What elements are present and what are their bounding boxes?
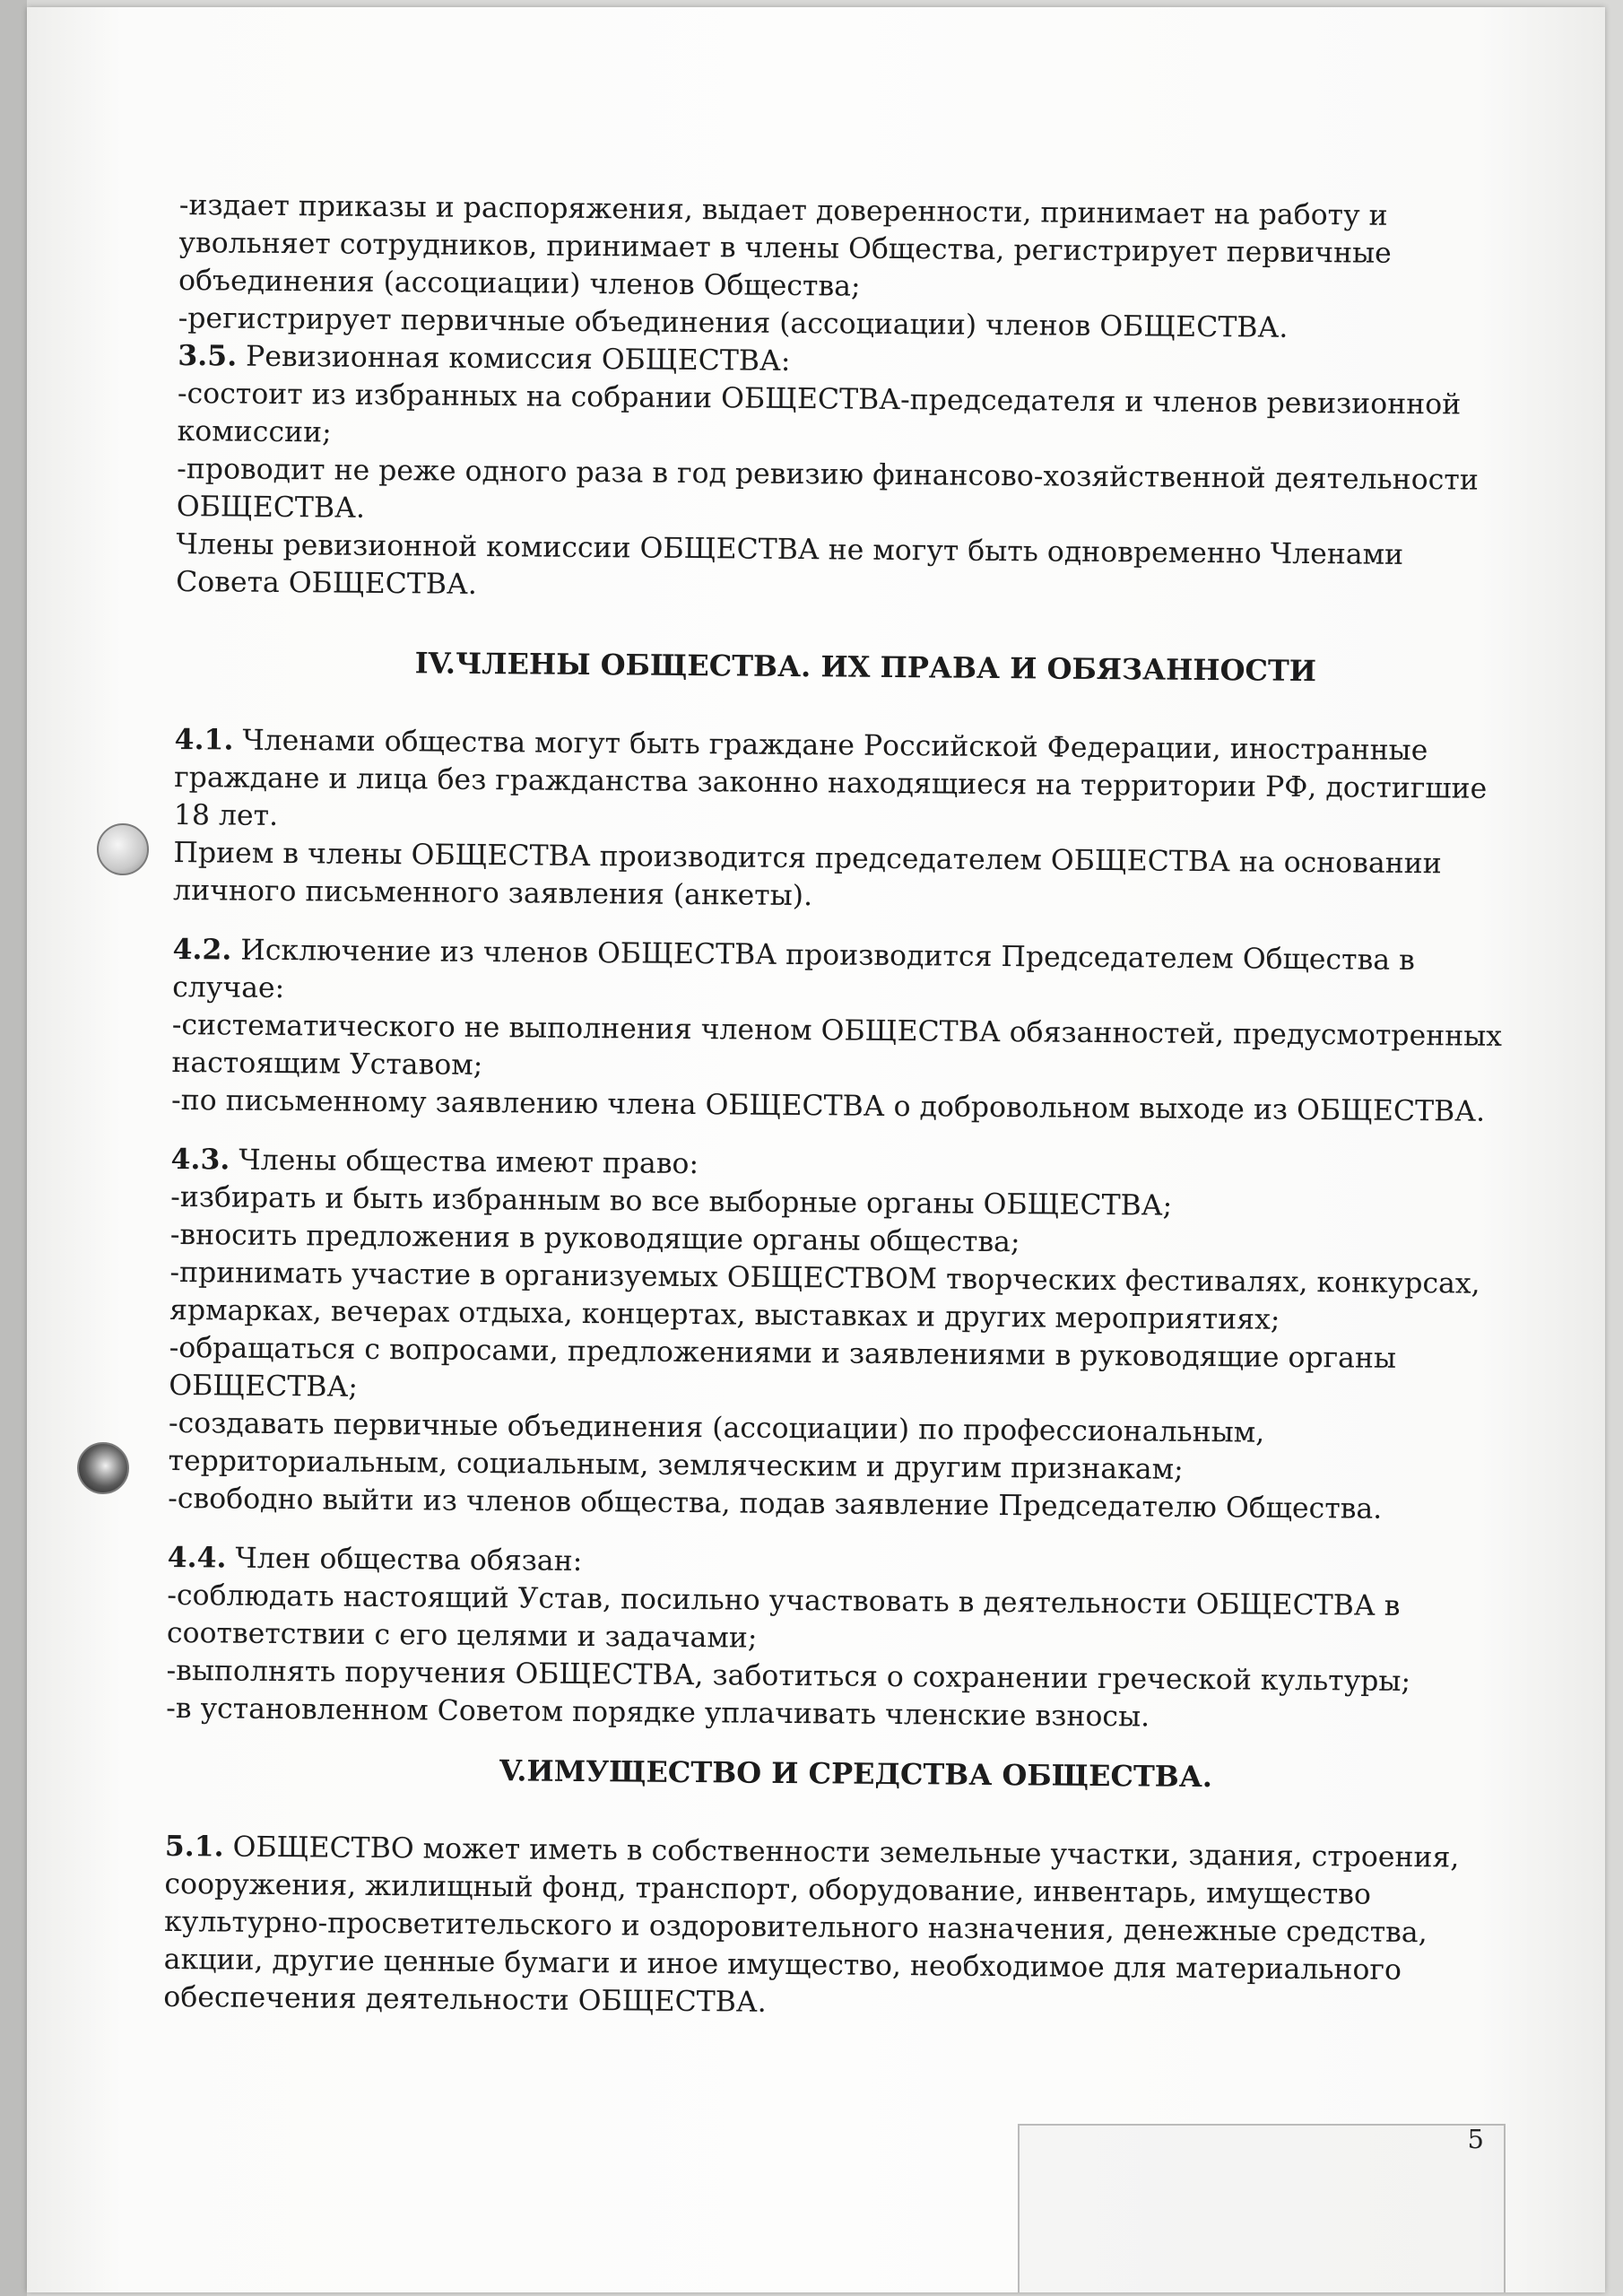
text-line: сооружения, жилищный фонд, транспорт, оборудование, инвентарь, имущество bbox=[164, 1867, 1372, 1911]
section-number: 4.1. bbox=[174, 722, 234, 757]
section-3-5 bbox=[176, 337, 1559, 613]
text-line: -систематического не выполнения членом ОБЩЕСТВА обязанностей, предусмотренных bbox=[171, 1008, 1503, 1053]
text-line: -по письменному заявлению члена ОБЩЕСТВА о добровольном выходе из ОБЩЕСТВА. bbox=[170, 1083, 1486, 1128]
section-4-4 bbox=[166, 1539, 1549, 1739]
chapter-5-heading: V.ИМУЩЕСТВО И СРЕДСТВА ОБЩЕСТВА. bbox=[499, 1753, 1213, 1795]
section-number: 3.5. bbox=[178, 338, 238, 373]
document-body bbox=[163, 187, 1560, 2028]
document-page bbox=[27, 7, 1605, 2292]
registration-stamp bbox=[1018, 2124, 1506, 2292]
page-number: 5 bbox=[1467, 2124, 1484, 2154]
text-span: Исключение из членов ОБЩЕСТВА производится Председателем Общества в bbox=[231, 934, 1415, 978]
section-number: 5.1. bbox=[164, 1829, 224, 1864]
text-line: ярмарках, вечерах отдыха, концертах, выставках и других мероприятиях; bbox=[169, 1293, 1280, 1336]
text-span: ОБЩЕСТВО может иметь в собственности земельные участки, здания, строения, bbox=[223, 1831, 1460, 1874]
text-line: акции, другие ценные бумаги и иное имущество, необходимое для материального bbox=[163, 1943, 1402, 1987]
section-title: Члены общества имеют право: bbox=[230, 1144, 699, 1181]
text-line: -создавать первичные объединения (ассоциации) по профессиональным, bbox=[168, 1406, 1265, 1449]
text-line: Прием в члены ОБЩЕСТВА производится председателем ОБЩЕСТВА на основании bbox=[173, 836, 1442, 881]
section-number: 4.4. bbox=[167, 1540, 227, 1575]
text-line: ОБЩЕСТВА. bbox=[176, 490, 366, 525]
scan-left-edge bbox=[0, 0, 27, 2296]
text-line: -вносить предложения в руководящие органы общества; bbox=[169, 1218, 1020, 1259]
text-line: случае: bbox=[172, 970, 285, 1005]
text-line: комиссии; bbox=[177, 414, 332, 449]
intro-paragraph bbox=[178, 187, 1560, 349]
section-title: Ревизионная комиссия ОБЩЕСТВА: bbox=[236, 340, 791, 378]
text-line: увольняет сотрудников, принимает в члены Общества, регистрирует первичные bbox=[178, 226, 1392, 270]
text-span: Членами общества могут быть граждане Российской Федерации, иностранные bbox=[233, 724, 1428, 768]
text-line: Члены ревизионной комиссии ОБЩЕСТВА не могут быть одновременно Членами bbox=[176, 527, 1404, 571]
text-line: -регистрирует первичные объединения (ассоциации) членов ОБЩЕСТВА. bbox=[178, 301, 1289, 344]
text-line: -в установленном Советом порядке уплачивать членские взносы. bbox=[166, 1692, 1150, 1734]
text-line: -обращаться с вопросами, предложениями и заявлениями в руководящие органы bbox=[169, 1331, 1397, 1375]
text-line: настоящим Уставом; bbox=[171, 1046, 483, 1082]
text-line: -соблюдать настоящий Устав, посильно участвовать в деятельности ОБЩЕСТВА в bbox=[167, 1578, 1401, 1622]
section-4-2 bbox=[171, 931, 1554, 1131]
text-line: обеспечения деятельности ОБЩЕСТВА. bbox=[163, 1980, 767, 2019]
text-line: -свободно выйти из членов общества, подав заявление Председателю Общества. bbox=[168, 1482, 1383, 1526]
text-line: территориальным, социальным, земляческим и другим признакам; bbox=[168, 1444, 1184, 1486]
text-line: культурно-просветительского и оздоровительного назначения, денежные средства, bbox=[163, 1905, 1428, 1950]
text-line: -выполнять поручения ОБЩЕСТВА, заботиться о сохранении греческой культуры; bbox=[166, 1654, 1411, 1699]
chapter-4-heading: IV.ЧЛЕНЫ ОБЩЕСТВА. ИХ ПРАВА И ОБЯЗАННОСТИ bbox=[414, 646, 1317, 689]
section-5-1 bbox=[163, 1828, 1546, 2028]
text-line: -состоит из избранных на собрании ОБЩЕСТВА-председателя и членов ревизионной bbox=[177, 377, 1462, 422]
text-line: соответствии с его целями и задачами; bbox=[166, 1616, 758, 1655]
punch-hole-lower bbox=[77, 1442, 129, 1494]
section-title: Член общества обязан: bbox=[226, 1542, 583, 1578]
section-4-3 bbox=[168, 1141, 1552, 1529]
text-line: -издает приказы и распоряжения, выдает доверенности, принимает на работу и bbox=[178, 188, 1388, 232]
section-4-1 bbox=[173, 721, 1556, 921]
text-line: 18 лет. bbox=[173, 798, 279, 832]
text-line: Совета ОБЩЕСТВА. bbox=[175, 565, 477, 601]
text-line: -принимать участие в организуемых ОБЩЕСТВОМ творческих фестивалях, конкурсах, bbox=[169, 1256, 1480, 1300]
text-line: объединения (ассоциации) членов Общества; bbox=[178, 264, 861, 303]
text-line: -избирать и быть избранным во все выборные органы ОБЩЕСТВА; bbox=[170, 1180, 1173, 1222]
section-number: 4.2. bbox=[172, 932, 232, 967]
text-line: -проводит не реже одного раза в год ревизию финансово-хозяйственной деятельности bbox=[177, 452, 1479, 497]
section-number: 4.3. bbox=[170, 1142, 230, 1177]
text-line: ОБЩЕСТВА; bbox=[169, 1369, 359, 1404]
punch-hole-upper bbox=[97, 823, 149, 875]
text-line: граждане и лица без гражданства законно находящиеся на территории РФ, достигшие bbox=[174, 761, 1488, 805]
text-line: личного письменного заявления (анкеты). bbox=[172, 874, 813, 913]
